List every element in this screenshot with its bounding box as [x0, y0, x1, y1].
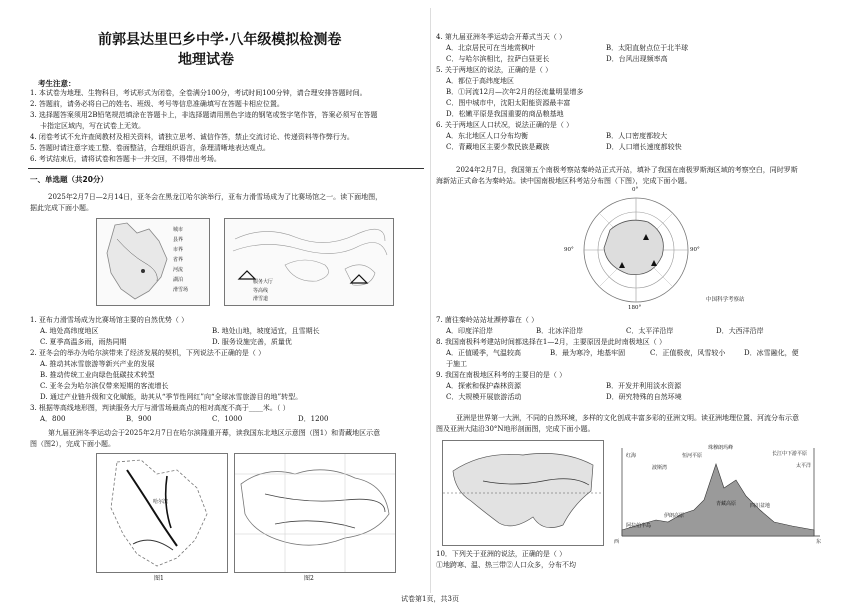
- province-outline: [97, 219, 209, 305]
- option-d[interactable]: D．人口增长速度都较快: [606, 143, 682, 151]
- polar-projection: [576, 190, 696, 310]
- option-c[interactable]: C. 亚冬会为哈尔滨仅带来短期的客流增长: [40, 382, 169, 390]
- profile-label: 长江中下游平原: [772, 451, 808, 457]
- question-stem: 6. 关于两地区人口状况，说法正确的是（ ）: [436, 121, 574, 129]
- profile-label: 四川盆地: [750, 503, 771, 509]
- intro-text: 亚洲是世界第一大洲，不同的自然环境，多样的文化创成丰富多彩的亚洲文明。读亚洲地理位置、河流分布示意: [456, 414, 799, 422]
- note-item: 4. 闭卷考试不允许查阅教材及相关资料，请独立思考、诚信作答，禁止交流讨论、传递资料等作弊行为。: [30, 133, 354, 141]
- option-c[interactable]: C．大规模开展旅游活动: [446, 393, 522, 401]
- label-contour: 等高线: [253, 288, 269, 294]
- question-stem: 5. 关于两地区的说法，正确的是（ ）: [436, 66, 553, 74]
- option-b[interactable]: B．900: [126, 415, 152, 423]
- question-stem: 9. 我国在南极地区科考的主要目的是（ ）: [436, 371, 567, 379]
- question-stem: 7. 菌往秦岭站站址濒停靠在（ ）: [436, 316, 539, 324]
- profile-label: 太平洋: [796, 463, 812, 469]
- option-c[interactable]: C．与哈尔滨相比，拉萨白昼更长: [446, 55, 550, 63]
- note-item: 6. 考试结束后，请将试卷和答题卡一并交回，不得带出考场。: [30, 155, 221, 163]
- profile-top: 红海: [626, 453, 637, 459]
- tibet-outline: [235, 454, 395, 572]
- option-d[interactable]: D．冰雪融化，便: [744, 349, 799, 357]
- antarctic-map: [564, 187, 700, 311]
- lon-label: 180°: [628, 305, 642, 311]
- legend-item: 城市: [173, 227, 184, 233]
- option-d[interactable]: D．1200: [298, 415, 329, 423]
- intro-text: 2025年2月7日—2月14日，亚冬会在黑龙江哈尔滨举行，亚布力滑雪场成为了比赛场馆之一。读下面地图，: [48, 193, 383, 201]
- polar-legend: 中国科学考察站: [706, 297, 745, 303]
- terrain-profile: [612, 440, 824, 544]
- heilongjiang-map: [96, 218, 210, 306]
- contour-map: [224, 218, 394, 306]
- legend-item: 市界: [173, 247, 184, 253]
- profile-label: 伊朗高原: [664, 513, 685, 519]
- section-heading: 一、单选题（共20分）: [30, 175, 108, 184]
- option-a[interactable]: A．正值暖季，气温较高: [446, 349, 522, 357]
- notes-label: 考生注意：: [38, 79, 76, 88]
- legend-item: 河流: [173, 267, 184, 273]
- option-b[interactable]: B．开发并利用淡水资源: [606, 382, 682, 390]
- option-c[interactable]: C．正值极夜，风雪较小: [650, 349, 726, 357]
- question-stem: 4. 第九届亚洲冬季运动会开幕式当天（ ）: [436, 33, 567, 41]
- figure-caption: 图2: [304, 575, 314, 582]
- option-d[interactable]: D．研究特殊的自然环境: [606, 393, 682, 401]
- profile-top: 珠穆朗玛峰: [708, 445, 734, 451]
- option-d[interactable]: D．松嫩平原是我国重要的商品粮基地: [446, 110, 564, 118]
- option-a[interactable]: A．都位于高纬度地区: [446, 77, 515, 85]
- option-c[interactable]: C．太平洋沿岸: [626, 327, 674, 335]
- page-footer: 试卷第1页，共3页: [401, 595, 459, 603]
- option-a[interactable]: A．印度洋沿岸: [446, 327, 494, 335]
- note-item: 3. 选择题答案须用2B铅笔规范填涂在答题卡上，非选择题请用黑色字迹的钢笔或签字笔作答，答案必须写在答题: [30, 111, 378, 119]
- direction-west: 西: [614, 539, 620, 545]
- option-b[interactable]: B．①河流12月—次年2月的径流量明显增多: [446, 88, 584, 96]
- note-item: 2. 答题前，请务必将自己的姓名、班级、考号等信息准确填写在答题卡相应位置。: [30, 100, 284, 108]
- lon-label: 0°: [632, 187, 639, 193]
- legend-item: 湖泊: [173, 277, 184, 283]
- option-b[interactable]: B. 推动传统工业向绿色低碳技术转型: [40, 371, 155, 379]
- exam-title: 前郭县达里巴乡中学·八年级模拟检测卷: [98, 32, 342, 48]
- option-a[interactable]: A．北京居民可在当地赏枫叶: [446, 44, 536, 52]
- label-service-hall: 服务大厅: [253, 279, 274, 285]
- option-d[interactable]: D．台风出现频率高: [606, 55, 668, 63]
- city-label: 哈尔滨: [153, 499, 169, 505]
- option-b[interactable]: B．最为寒冷，地基牢固: [550, 349, 626, 357]
- note-item: 5. 答题时请注意字迹工整、卷面整洁，合理组织语言，条理清晰地表达观点。: [30, 144, 270, 152]
- exam-subtitle: 地理试卷: [178, 52, 234, 68]
- intro-text: 图（图2），完成下面小题。: [30, 440, 115, 448]
- option-d[interactable]: D. 服务设施完善，质量优: [212, 338, 292, 346]
- lon-label: 90°: [690, 247, 700, 253]
- question-stem: 8. 我国南极科考建站时间都选择在1—2月，主要原因是此时南极地区（ ）: [436, 338, 667, 346]
- intro-text: 据此完成下面小题。: [30, 204, 93, 212]
- label-ski-trail: 滑雪道: [253, 296, 269, 302]
- option-a[interactable]: A. 推动其冰雪旅游等新兴产业的发展: [40, 360, 155, 368]
- option-c[interactable]: C．1000: [212, 415, 243, 423]
- divider-line: [28, 168, 424, 169]
- option-b[interactable]: B．北冰洋沿岸: [536, 327, 584, 335]
- note-item: 卡指定区域内，写在试卷上无效。: [40, 122, 145, 130]
- profile-label: 阿拉伯半岛: [626, 523, 652, 529]
- lon-label: 90°: [564, 247, 574, 253]
- option-b[interactable]: B. 地处山地，坡度适宜，且雪期长: [212, 327, 320, 335]
- option-a[interactable]: A．800: [40, 415, 66, 423]
- tibet-map: [234, 453, 396, 573]
- intro-text: 第九届亚洲冬季运动会于2025年2月7日在哈尔滨隆重开幕，读我国东北地区示意图（图1）和青藏地区示意: [48, 429, 381, 437]
- question-stem: 10．下列关于亚洲的说法，正确的是（ ）: [436, 550, 567, 558]
- option-a[interactable]: A. 地处高纬度地区: [40, 327, 99, 335]
- question-stem: 3. 根据等高线地形图，判读服务大厅与滑雪场最高点的相对高度不高于____米。（ ）: [30, 404, 290, 412]
- question-line: ①地跨寒、温、热三带②人口众多，分布不均: [436, 561, 576, 569]
- option-c[interactable]: C．青藏地区主要少数民族是藏族: [446, 143, 550, 151]
- option-a[interactable]: A．东北地区人口分布均衡: [446, 132, 529, 140]
- direction-east: 东: [816, 539, 822, 545]
- profile-label: 青藏高原: [716, 501, 737, 507]
- asia-outline: [443, 441, 603, 545]
- option-d[interactable]: D．大西洋沿岸: [716, 327, 764, 335]
- legend-item: 省界: [173, 257, 184, 263]
- legend-item: 滑雪场: [173, 287, 189, 293]
- column-divider: [430, 8, 431, 593]
- contour-lines: [225, 219, 393, 305]
- option-b[interactable]: B．人口密度都较大: [606, 132, 668, 140]
- northeast-map: [96, 453, 228, 573]
- asia-map: [442, 440, 604, 546]
- question-stem: 1. 亚布力滑雪场成为比赛场馆主要的自然优势（ ）: [30, 316, 189, 324]
- legend-item: 县界: [173, 237, 184, 243]
- intro-text: 海新站正式命名为秦岭站。读中国南极地区科考站分布图（下图），完成下面小题。: [436, 177, 692, 185]
- option-b[interactable]: B．太阳直射点位于北半球: [606, 44, 689, 52]
- option-c[interactable]: C．图中城市中，沈阳太阳能资源最丰富: [446, 99, 571, 107]
- northeast-outline: [97, 454, 227, 572]
- profile-top: 恒河平原: [682, 453, 703, 459]
- option-c[interactable]: C. 夏季高温多雨，雨热同期: [40, 338, 127, 346]
- figure-caption: 图1: [154, 575, 164, 582]
- option-d[interactable]: D. 通过产业链升级和文化赋能，助其从“季节性网红”向“全球冰雪旅游目的地”转型。: [40, 393, 303, 401]
- intro-text: 图及亚洲大陆沿30°N地形剖面图，完成下面小题。: [436, 425, 595, 433]
- option-a[interactable]: A．探索和保护森林资源: [446, 382, 522, 390]
- question-stem: 2. 亚冬会的举办为哈尔滨带来了经济发展的契机，下列说法不正确的是（ ）: [30, 349, 266, 357]
- profile-top: 波斯湾: [652, 465, 668, 471]
- note-item: 1. 本试卷为地理、生物科目，考试形式为闭卷，全卷满分100分，考试时间100分钟，请合理安排答题时间。: [30, 89, 367, 97]
- intro-text: 2024年2月7日，我国第五个南极考察站秦岭站正式开站，填补了我国在南极罗斯海区域的考察空白，同时罗斯: [456, 166, 798, 174]
- option-d-cont: 于施工: [446, 360, 467, 368]
